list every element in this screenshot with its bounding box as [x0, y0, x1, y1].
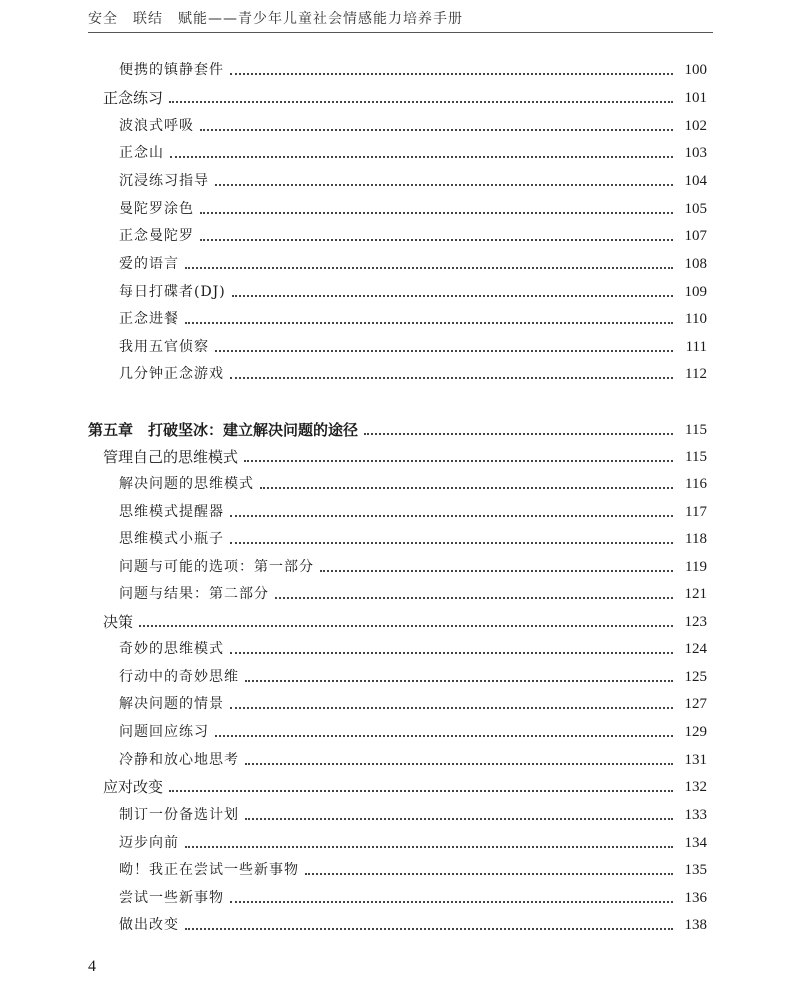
toc-dot-leader	[185, 928, 673, 930]
toc-entry-page: 116	[685, 476, 707, 492]
toc-item-entry[interactable]	[0, 362, 800, 386]
toc-item-entry[interactable]	[0, 720, 800, 744]
toc-entry-title: 波浪式呼吸	[119, 118, 194, 134]
toc-dot-leader	[185, 322, 673, 324]
toc-item-entry[interactable]	[0, 197, 800, 221]
toc-dot-leader	[275, 597, 673, 599]
page-number: 4	[88, 958, 96, 975]
toc-entry-page: 124	[684, 641, 707, 657]
toc-dot-leader	[260, 487, 673, 489]
toc-entry-title: 行动中的奇妙思维	[119, 669, 239, 685]
toc-entry-page: 100	[684, 62, 707, 78]
toc-entry-page: 104	[684, 173, 707, 189]
toc-dot-leader	[230, 515, 673, 517]
toc-entry-title: 思维模式提醒器	[119, 504, 224, 520]
toc-dot-leader	[245, 763, 673, 765]
toc-item-entry[interactable]	[0, 280, 800, 304]
toc-entry-title: 呦！我正在尝试一些新事物	[119, 862, 299, 878]
toc-entry-page: 129	[684, 724, 707, 740]
toc-dot-leader	[230, 377, 673, 379]
toc-entry-title: 正念山	[119, 145, 164, 161]
toc-item-entry[interactable]	[0, 141, 800, 165]
toc-dot-leader	[232, 295, 673, 297]
toc-item-entry[interactable]	[0, 858, 800, 882]
toc-entry-page: 109	[684, 284, 707, 300]
toc-entry-page: 132	[684, 779, 707, 795]
toc-item-entry[interactable]	[0, 692, 800, 716]
toc-section-entry[interactable]	[0, 775, 800, 799]
toc-dot-leader	[139, 625, 673, 627]
toc-item-entry[interactable]	[0, 555, 800, 579]
toc-entry-page: 136	[684, 890, 707, 906]
toc-dot-leader	[169, 790, 673, 792]
running-header: 安全 联结 赋能——青少年儿童社会情感能力培养手册	[88, 11, 463, 27]
toc-entry-title: 爱的语言	[119, 256, 179, 272]
toc-item-entry[interactable]	[0, 58, 800, 82]
toc-item-entry[interactable]	[0, 307, 800, 331]
toc-item-entry[interactable]	[0, 252, 800, 276]
toc-item-entry[interactable]	[0, 913, 800, 937]
toc-item-entry[interactable]	[0, 527, 800, 551]
toc-entry-title: 迈步向前	[119, 835, 179, 851]
toc-dot-leader	[215, 735, 673, 737]
toc-entry-page: 101	[684, 90, 707, 106]
toc-entry-page: 115	[685, 422, 707, 438]
toc-dot-leader	[200, 212, 673, 214]
toc-entry-page: 135	[684, 862, 707, 878]
toc-entry-title: 第五章 打破坚冰：建立解决问题的途径	[88, 421, 359, 439]
toc-item-entry[interactable]	[0, 169, 800, 193]
toc-dot-leader	[200, 129, 673, 131]
toc-item-entry[interactable]	[0, 500, 800, 524]
toc-item-entry[interactable]	[0, 665, 800, 689]
toc-entry-title: 制订一份备选计划	[119, 807, 239, 823]
toc-entry-page: 103	[684, 145, 707, 161]
toc-entry-title: 便携的镇静套件	[119, 62, 224, 78]
toc-item-entry[interactable]	[0, 472, 800, 496]
toc-section-entry[interactable]	[0, 445, 800, 469]
toc-item-entry[interactable]	[0, 748, 800, 772]
toc-entry-title: 曼陀罗涂色	[119, 201, 194, 217]
toc-item-entry[interactable]	[0, 224, 800, 248]
toc-section-entry[interactable]	[0, 86, 800, 110]
toc-entry-title: 正念进餐	[119, 311, 179, 327]
toc-entry-title: 正念练习	[103, 89, 164, 107]
toc-dot-leader	[215, 350, 673, 352]
toc-entry-title: 解决问题的思维模式	[119, 476, 254, 492]
toc-dot-leader	[169, 101, 673, 103]
toc-item-entry[interactable]	[0, 335, 800, 359]
toc-entry-page: 121	[684, 586, 707, 602]
toc-entry-title: 正念曼陀罗	[119, 228, 194, 244]
toc-dot-leader	[185, 267, 673, 269]
toc-entry-title: 奇妙的思维模式	[119, 641, 224, 657]
toc-entry-page: 112	[685, 366, 707, 382]
toc-entry-title: 每日打碟者(DJ)	[119, 284, 226, 300]
toc-entry-page: 115	[685, 449, 707, 465]
toc-entry-title: 问题与结果：第二部分	[119, 586, 269, 602]
toc-entry-title: 尝试一些新事物	[119, 890, 224, 906]
toc-dot-leader	[230, 901, 673, 903]
toc-item-entry[interactable]	[0, 831, 800, 855]
toc-item-entry[interactable]	[0, 114, 800, 138]
toc-entry-page: 125	[684, 669, 707, 685]
toc-dot-leader	[245, 680, 673, 682]
toc-entry-page: 133	[684, 807, 707, 823]
toc-entry-title: 解决问题的情景	[119, 696, 224, 712]
toc-entry-title: 问题与可能的选项：第一部分	[119, 559, 314, 575]
toc-entry-title: 冷静和放心地思考	[119, 752, 239, 768]
toc-entry-page: 107	[684, 228, 707, 244]
toc-item-entry[interactable]	[0, 886, 800, 910]
toc-dot-leader	[305, 873, 673, 875]
toc-entry-page: 110	[685, 311, 707, 327]
toc-dot-leader	[215, 184, 673, 186]
toc-item-entry[interactable]	[0, 637, 800, 661]
toc-dot-leader	[230, 652, 673, 654]
toc-entry-page: 118	[685, 531, 707, 547]
toc-section-entry[interactable]	[0, 610, 800, 634]
toc-dot-leader	[230, 542, 673, 544]
toc-entry-title: 管理自己的思维模式	[103, 448, 239, 466]
toc-dot-leader	[364, 433, 673, 435]
toc-entry-page: 111	[685, 339, 707, 355]
toc-item-entry[interactable]	[0, 582, 800, 606]
toc-entry-page: 105	[684, 201, 707, 217]
toc-dot-leader	[170, 156, 673, 158]
toc-dot-leader	[230, 73, 673, 75]
toc-entry-page: 131	[684, 752, 707, 768]
toc-dot-leader	[245, 818, 673, 820]
toc-entry-title: 思维模式小瓶子	[119, 531, 224, 547]
toc-entry-title: 问题回应练习	[119, 724, 209, 740]
toc-entry-page: 108	[684, 256, 707, 272]
toc-dot-leader	[200, 239, 673, 241]
toc-entry-title: 决策	[103, 613, 134, 631]
toc-dot-leader	[185, 846, 673, 848]
toc-dot-leader	[230, 707, 673, 709]
toc-entry-title: 我用五官侦察	[119, 339, 209, 355]
toc-entry-title: 应对改变	[103, 778, 164, 796]
toc-chapter-entry[interactable]	[0, 418, 800, 442]
toc-entry-page: 134	[684, 835, 707, 851]
toc-entry-title: 沉浸练习指导	[119, 173, 209, 189]
toc-dot-leader	[244, 460, 673, 462]
toc-entry-page: 117	[685, 504, 707, 520]
toc-item-entry[interactable]	[0, 803, 800, 827]
toc-dot-leader	[320, 570, 673, 572]
toc-entry-page: 123	[684, 614, 707, 630]
toc-entry-page: 138	[684, 917, 707, 933]
toc-entry-title: 做出改变	[119, 917, 179, 933]
toc-entry-title: 几分钟正念游戏	[119, 366, 224, 382]
toc-entry-page: 119	[685, 559, 707, 575]
toc-entry-page: 127	[684, 696, 707, 712]
toc-entry-page: 102	[684, 118, 707, 134]
